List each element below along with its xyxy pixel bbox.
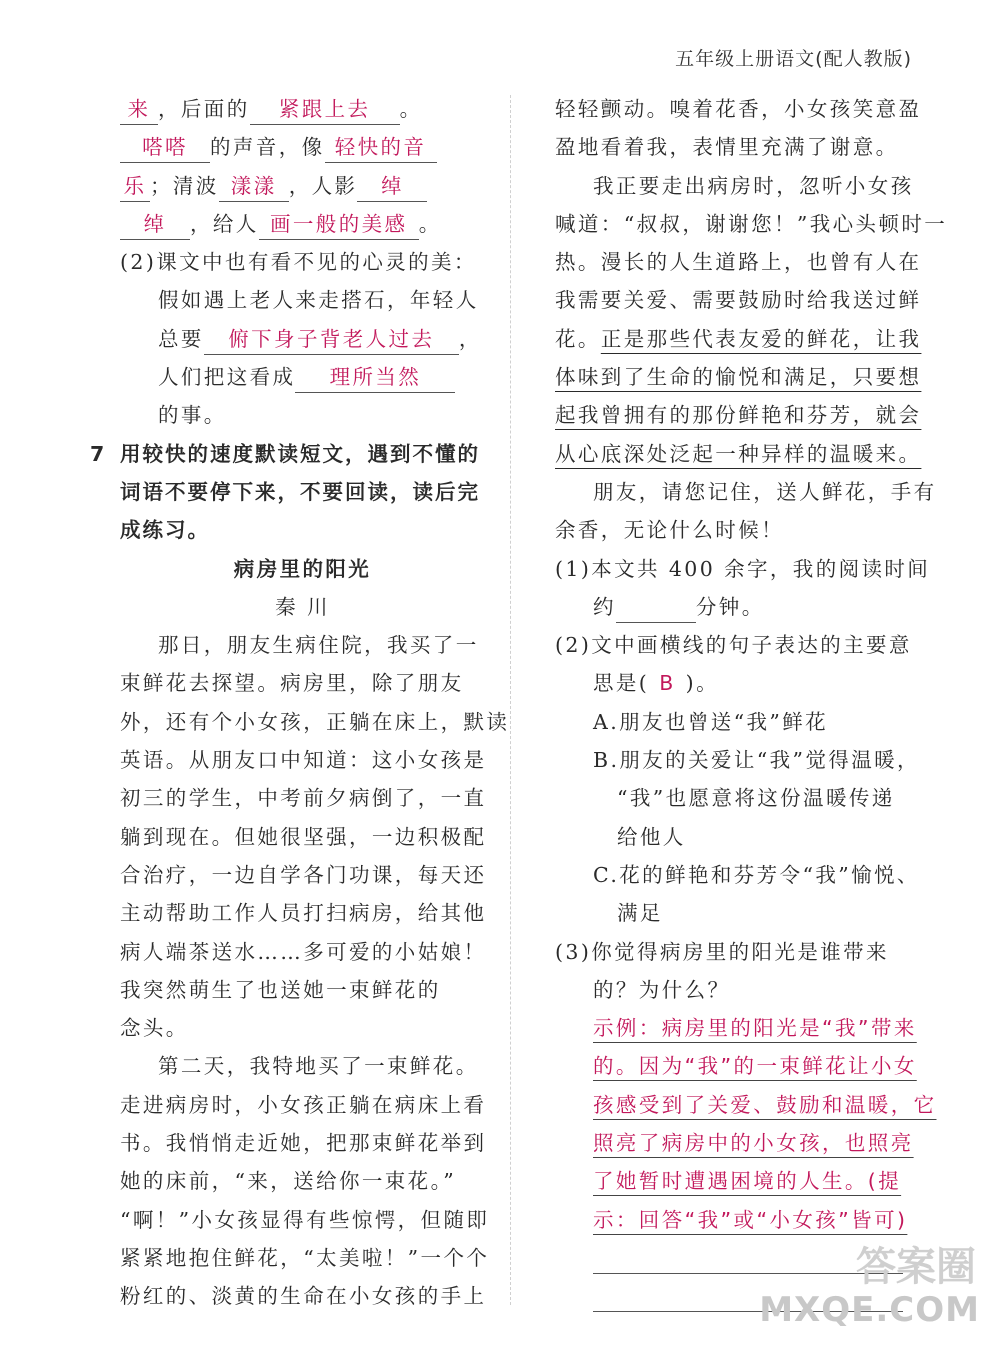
sample-answer-line: 照亮了病房中的小女孩，也照亮 — [593, 1131, 914, 1156]
underlined-sentence: 从心底深处泛起一种异样的温暖来。 — [555, 441, 922, 466]
article-body-left — [120, 626, 510, 1315]
answer-blank: 嗒嗒 — [120, 134, 210, 163]
paragraph-line: 书。我悄悄走近她，把那束鲜花举到 — [120, 1131, 487, 1156]
question-3-cont: 的？为什么？ — [593, 977, 731, 1002]
text: )。 — [685, 671, 719, 696]
text: ，后面的 — [158, 97, 250, 121]
question-7-line-1 — [90, 435, 485, 473]
paragraph-line: 外，还有个小女孩，正躺在床上，默读 — [120, 709, 510, 734]
underlined-sentence: 体味到了生命的愉悦和满足，只要想 — [555, 365, 922, 390]
paragraph-line: “啊！”小女孩显得有些惊愕，但随即 — [120, 1207, 490, 1232]
option-a: A.朋友也曾送“我”鲜花 — [593, 709, 829, 734]
question-1-blank-line — [555, 588, 915, 626]
paragraph-line: 轻轻颤动。嗅着花香，小女孩笑意盈 — [555, 97, 922, 121]
option-b: B.朋友的关爱让“我”觉得温暖， — [593, 748, 920, 773]
option-c-cont: 满足 — [617, 901, 663, 926]
paragraph-line: 病人端茶送水……多可爱的小姑娘！ — [120, 939, 487, 964]
paragraph-line: 束鲜花去探望。病房里，除了朋友 — [120, 671, 464, 696]
answer-line-3 — [120, 167, 485, 205]
paragraph-line: 英语。从朋友口中知道：这小女孩是 — [120, 748, 487, 773]
text: 。 — [399, 97, 423, 121]
answer-blank: 绰 — [357, 173, 427, 202]
answer-block — [555, 1009, 937, 1239]
reading-time-blank — [616, 594, 696, 623]
text: 分钟。 — [695, 594, 765, 619]
sample-answer-line: 示：回答“我”或“小女孩”皆可) — [593, 1207, 908, 1232]
text: 约 — [593, 594, 616, 619]
answer-row — [555, 1124, 915, 1162]
text: ，人影 — [288, 173, 358, 198]
question-number: 7 — [90, 441, 107, 466]
article-author: 秦 川 — [275, 594, 330, 619]
paragraph-line: 第二天，我特地买了一束鲜花。 — [158, 1054, 479, 1079]
option-c: C.花的鲜艳和芬芳令“我”愉悦、 — [593, 862, 920, 887]
answer-row — [555, 1009, 915, 1047]
sample-answer-line: 的。因为“我”的一束鲜花让小女 — [593, 1054, 917, 1079]
paragraph-line: 紧紧地抱住鲜花，“太美啦！”一个个 — [120, 1245, 490, 1270]
column-divider — [510, 95, 511, 1305]
answer-row — [555, 1201, 915, 1239]
question-1: (1)本文共 400 余字，我的阅读时间 — [555, 556, 931, 581]
text: 思是( — [593, 671, 650, 696]
answer-blank: 漾漾 — [219, 173, 289, 202]
answer-line-1 — [120, 90, 485, 128]
question-2: (2)文中画横线的句子表达的主要意 — [555, 633, 912, 658]
paragraph-line: 初三的学生，中考前夕病倒了，一直 — [120, 786, 487, 811]
answer-blank: 画一般的美感 — [259, 211, 419, 240]
paragraph-line: 朋友，请您记住，送人鲜花，手有 — [593, 479, 937, 504]
choice-answer: B — [659, 671, 676, 696]
article-title: 病房里的阳光 — [233, 556, 372, 581]
paragraph-line: 那日，朋友生病住院，我买了一 — [158, 633, 479, 658]
question-2-answer-line — [555, 664, 915, 702]
paragraph-line: 主动帮助工作人员打扫病房，给其他 — [120, 901, 487, 926]
watermark-logo: 答案圈 — [856, 1244, 976, 1290]
underlined-line-1 — [555, 320, 922, 358]
question-text: 假如遇上老人来走搭石，年轻人 — [158, 288, 479, 313]
paragraph-line: 热。漫长的人生道路上，也曾有人在 — [555, 250, 922, 275]
sample-answer-line: 了她暂时遭遇困境的人生。(提 — [593, 1169, 902, 1194]
answer-row — [555, 1086, 937, 1124]
paragraph-line: 余香，无论什么时候！ — [555, 518, 784, 543]
question-3: (3)你觉得病房里的阳光是谁带来 — [555, 939, 889, 964]
paragraph-line: 喊道：“叔叔，谢谢您！”我心头顿时一 — [555, 211, 948, 236]
paragraph-line: 她的床前，“来，送给你一束花。” — [120, 1169, 457, 1194]
paragraph-line: 躺到现在。但她很坚强，一边积极配 — [120, 824, 487, 849]
answer-row — [555, 1047, 915, 1085]
text: 。 — [418, 211, 442, 236]
answer-blank: 轻快的音 — [325, 134, 437, 163]
answer-blank: 来 — [120, 96, 158, 125]
page-header: 五年级上册语文(配人教版) — [675, 48, 912, 70]
answer-blank: 俯下身子背老人过去 — [204, 326, 459, 355]
text: ；清波 — [150, 173, 219, 198]
answer-blank: 理所当然 — [295, 364, 455, 393]
text: ，给人 — [190, 211, 259, 236]
underlined-sentence: 正是那些代表友爱的鲜花，让我 — [600, 326, 922, 351]
answer-blank: 紧跟上去 — [250, 96, 400, 125]
question-7-line-2: 词语不要停下来，不要回读，读后完 — [120, 479, 480, 504]
watermark-url: MXQE.COM — [759, 1290, 980, 1330]
option-b-cont: “我”也愿意将这份温暖传递 — [617, 786, 895, 811]
paragraph-line: 合治疗，一边自学各门功课，每天还 — [120, 862, 487, 887]
answer-blank: 乐 — [120, 173, 150, 202]
option-b-cont: 给他人 — [617, 824, 686, 849]
answer-line-6 — [120, 358, 485, 396]
paragraph-line: 我正要走出病房时，忽听小女孩 — [593, 173, 914, 198]
paragraph-line: 我突然萌生了也送她一束鲜花的 — [120, 977, 441, 1002]
question-text: (2)课文中也有看不见的心灵的美： — [120, 250, 477, 275]
underlined-sentence: 起我曾拥有的那份鲜艳和芬芳，就会 — [555, 403, 922, 428]
text: 花。 — [555, 326, 601, 351]
paragraph-line: 我需要关爱、需要鼓励时给我送过鲜 — [555, 288, 922, 313]
answer-row — [555, 1162, 915, 1200]
text: 人们把这看成 — [158, 365, 296, 390]
text: ， — [458, 326, 482, 351]
text: 的声音，像 — [210, 135, 325, 160]
question-text: 用较快的速度默读短文，遇到不懂的 — [120, 441, 480, 466]
left-column — [90, 90, 510, 1316]
question-text: 的事。 — [158, 403, 227, 428]
question-7-line-3: 成练习。 — [120, 518, 210, 543]
paragraph-line: 走进病房时，小女孩正躺在病床上看 — [120, 1092, 487, 1117]
sample-answer-line: 示例：病房里的阳光是“我”带来 — [593, 1016, 917, 1041]
sample-answer-line: 孩感受到了关爱、鼓励和温暖，它 — [593, 1092, 937, 1117]
answer-blank: 绰 — [120, 211, 190, 240]
paragraph-line: 粉红的、淡黄的生命在小女孩的手上 — [120, 1284, 487, 1309]
text: 总要 — [158, 326, 204, 351]
answer-line-5 — [120, 320, 485, 358]
answer-line-4 — [120, 205, 485, 243]
paragraph-line: 盈地看着我，表情里充满了谢意。 — [555, 135, 899, 160]
answer-line-2 — [120, 128, 485, 166]
paragraph-line: 念头。 — [120, 1016, 189, 1041]
